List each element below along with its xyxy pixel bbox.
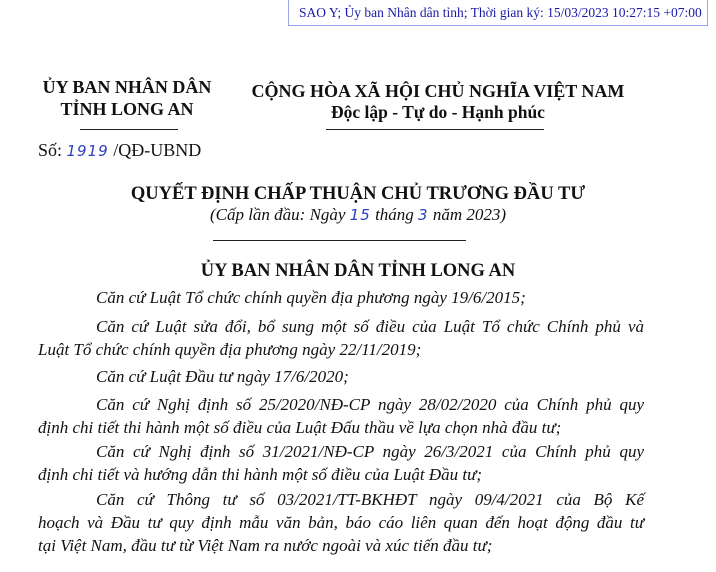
issuing-authority	[32, 76, 222, 120]
legal-basis-1	[38, 286, 644, 309]
legal-basis-4-line-1: Căn cứ Nghị định số 25/2020/NĐ-CP ngày 28/02/2020 của Chính phủ quy	[96, 395, 644, 414]
subtitle-suffix: năm 2023)	[432, 205, 507, 224]
committee-heading: ỦY BAN NHÂN DÂN TỈNH LONG AN	[200, 261, 516, 281]
legal-basis-5-line-1: Căn cứ Nghị định số 31/2021/NĐ-CP ngày 26/3/2021 của Chính phủ quy	[96, 442, 644, 461]
org-line-2: TỈNH LONG AN	[60, 99, 194, 119]
legal-basis-4-line-2: định chi tiết thi hành một số điều của Luật Đấu thầu về lựa chọn nhà đầu tư;	[38, 418, 562, 437]
legal-basis-2	[38, 315, 644, 361]
legal-basis-5	[38, 440, 644, 486]
legal-basis-6-line-2: hoạch và Đầu tư quy định mẫu văn bản, báo cáo liên quan đến hoạt động đầu tư	[38, 513, 644, 532]
legal-basis-6	[38, 488, 644, 557]
national-title: CỘNG HÒA XÃ HỘI CHỦ NGHĨA VIỆT NAM	[251, 81, 625, 101]
document-number	[38, 140, 201, 161]
digital-signature-stamp: SAO Y; Ủy ban Nhân dân tỉnh; Thời gian ký: 15/03/2023 10:27:15 +07:00	[288, 0, 708, 26]
national-motto: Độc lập - Tự do - Hạnh phúc	[331, 102, 545, 122]
legal-basis-4	[38, 393, 644, 439]
decision-title: QUYẾT ĐỊNH CHẤP THUẬN CHỦ TRƯƠNG ĐẦU TƯ	[130, 184, 586, 204]
handwritten-month: 3	[418, 206, 429, 224]
motto-underline	[326, 129, 544, 130]
number-suffix: /QĐ-UBND	[113, 140, 202, 160]
legal-basis-2-line-2: Luật Tổ chức chính quyền địa phương ngày 22/11/2019;	[38, 340, 422, 359]
decision-subtitle	[0, 205, 716, 225]
legal-basis-2-line-1: Căn cứ Luật sửa đổi, bổ sung một số điều của Luật Tổ chức Chính phủ và	[96, 317, 644, 336]
subtitle-prefix: (Cấp lần đầu: Ngày	[209, 205, 346, 224]
number-prefix: Số:	[38, 140, 63, 160]
org-line-1: ỦY BAN NHÂN DÂN	[42, 77, 212, 97]
legal-basis-6-line-1: Căn cứ Thông tư số 03/2021/TT-BKHĐT ngày 09/4/2021 của Bộ Kế	[96, 490, 644, 509]
legal-basis-3-line: Căn cứ Luật Đầu tư ngày 17/6/2020;	[96, 367, 349, 386]
legal-basis-3	[38, 365, 644, 388]
title-underline	[213, 240, 466, 241]
handwritten-number: 1919	[66, 142, 109, 160]
legal-basis-5-line-2: định chi tiết và hướng dẫn thi hành một số điều của Luật Đầu tư;	[38, 465, 483, 484]
handwritten-day: 15	[349, 206, 371, 224]
subtitle-month-label: tháng	[375, 205, 414, 224]
org-underline	[80, 129, 178, 130]
legal-basis-6-line-3: tại Việt Nam, đầu tư từ Việt Nam ra nước ngoài và xúc tiến đầu tư;	[38, 536, 493, 555]
legal-basis-1-line: Căn cứ Luật Tổ chức chính quyền địa phương ngày 19/6/2015;	[96, 288, 526, 307]
